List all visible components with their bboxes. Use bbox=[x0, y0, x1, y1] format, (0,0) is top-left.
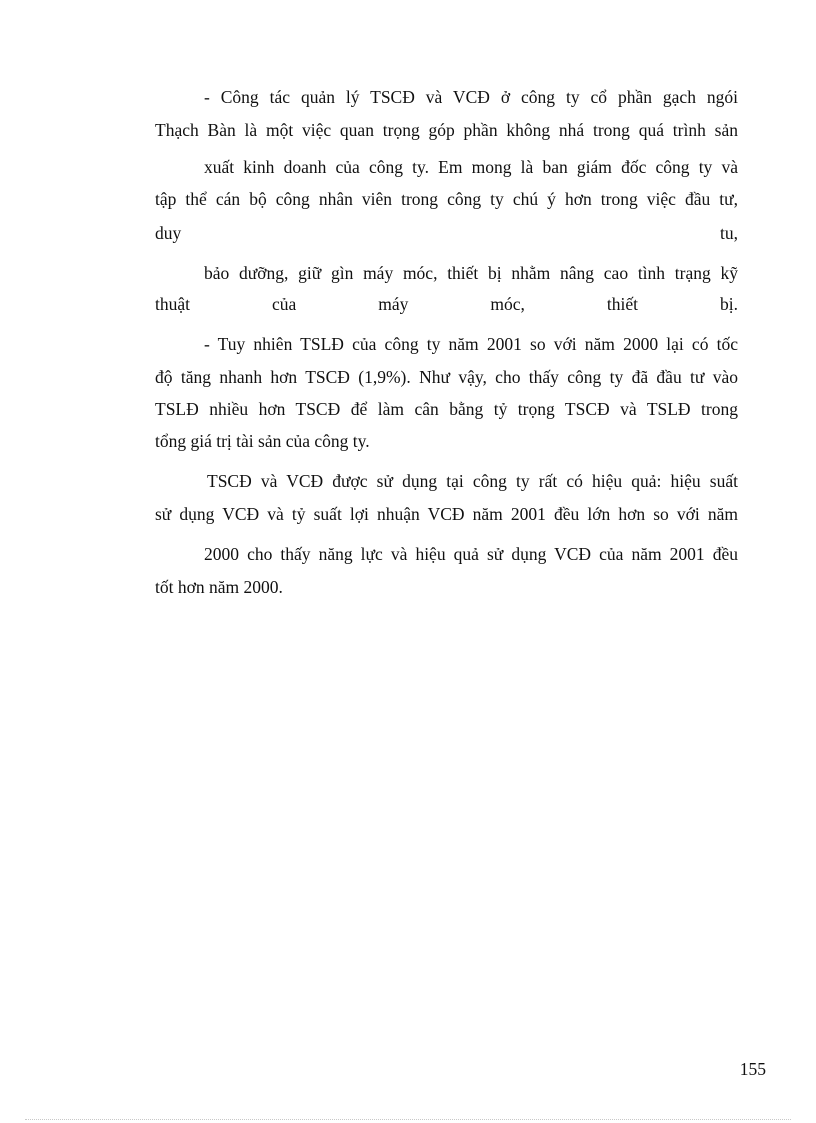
paragraph-3-line-2: sử dụng VCĐ và tỷ suất lợi nhuận VCĐ năm 2001 đều lớn hơn so với năm bbox=[155, 504, 738, 524]
paragraph-2-line-4: tổng giá trị tài sản của công ty. bbox=[155, 431, 370, 451]
paragraph-1-line-6: bảo dưỡng, giữ gìn máy móc, thiết bị nhằm nâng cao tình trạng kỹ bbox=[204, 263, 738, 283]
paragraph-3-line-1: TSCĐ và VCĐ được sử dụng tại công ty rất có hiệu quả: hiệu suất bbox=[207, 471, 738, 491]
paragraph-1-line-3: xuất kinh doanh của công ty. Em mong là ban giám đốc công ty và bbox=[204, 157, 738, 177]
page-number: 155 bbox=[739, 1059, 766, 1079]
paragraph-3-line-4: tốt hơn năm 2000. bbox=[155, 577, 283, 597]
paragraph-1-line-1: - Công tác quản lý TSCĐ và VCĐ ở công ty cổ phần gạch ngói bbox=[204, 87, 738, 107]
footer-divider bbox=[25, 1119, 791, 1120]
paragraph-2-line-2: độ tăng nhanh hơn TSCĐ (1,9%). Như vậy, cho thấy công ty đã đầu tư vào bbox=[155, 367, 738, 387]
paragraph-3-line-3: 2000 cho thấy năng lực và hiệu quả sử dụng VCĐ của năm 2001 đều bbox=[204, 544, 738, 564]
paragraph-1-line-2: Thạch Bàn là một việc quan trọng góp phần không nhá trong quá trình sản bbox=[155, 120, 738, 140]
paragraph-1-line-5: duy tu, bbox=[155, 223, 738, 243]
paragraph-1-line-4: tập thể cán bộ công nhân viên trong công ty chú ý hơn trong việc đầu tư, bbox=[155, 189, 738, 209]
paragraph-1-line-7: thuật của máy móc, thiết bị. bbox=[155, 294, 738, 314]
paragraph-2-line-3: TSLĐ nhiều hơn TSCĐ để làm cân bằng tỷ trọng TSCĐ và TSLĐ trong bbox=[155, 399, 738, 419]
paragraph-2-line-1: - Tuy nhiên TSLĐ của công ty năm 2001 so với năm 2000 lại có tốc bbox=[204, 334, 738, 354]
